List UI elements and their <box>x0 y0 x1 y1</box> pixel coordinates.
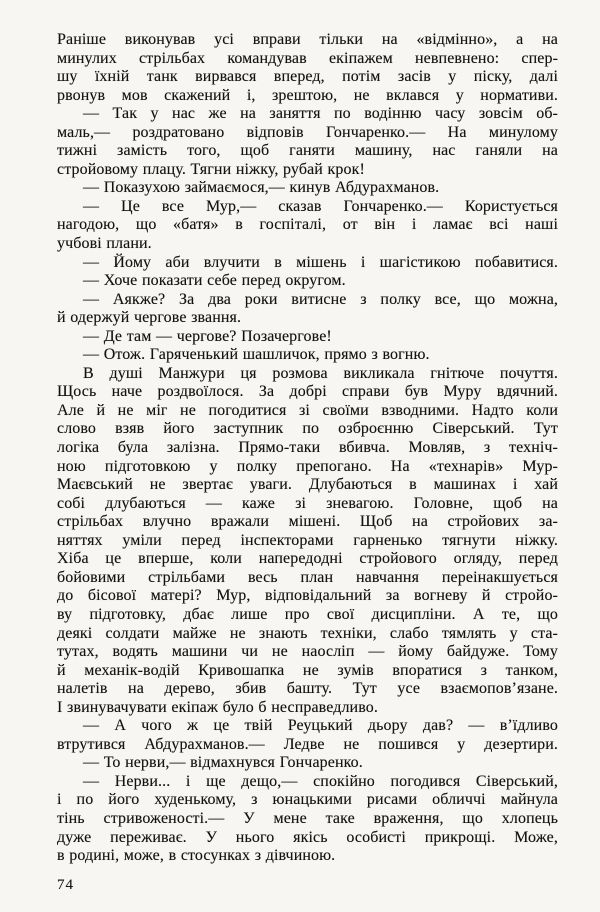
text-line: тінь стривоженості.— У мене таке враження, що хлопець <box>57 809 558 827</box>
page-text <box>57 31 558 866</box>
paragraph <box>57 773 558 866</box>
text-line: І звинувачувати екіпаж було б несправедливо. <box>57 698 378 716</box>
paragraph <box>57 31 558 105</box>
paragraph <box>57 179 558 198</box>
text-line: — Йому аби влучити в мішень і шагістикою побавитися. <box>83 253 558 271</box>
text-line: нагодою, що «батя» в госпіталі, от він і ламає всі наші <box>57 216 558 234</box>
text-line: учбові плани. <box>57 235 152 253</box>
text-line: Хіба це вперше, коли напередодні стройового огляду, перед <box>57 550 558 568</box>
text-line: — Це все Мур,— сказав Гончаренко.— Користується <box>83 197 558 215</box>
paragraph <box>57 754 558 773</box>
paragraph <box>57 291 558 328</box>
text-line: Щось наче роздвоїлося. За добрі справи був Муру вдячний. <box>57 383 558 401</box>
text-line: ною підготовкою у полку препогано. На «технарів» Мур- <box>57 457 558 475</box>
text-line: — Отож. Гаряченький шашличок, прямо з вогню. <box>83 346 430 364</box>
text-line: минулих стрільбах командував екіпажем невпевнено: спер- <box>57 49 558 67</box>
text-line: бойовими стрільбами весь план навчання переінакшується <box>57 568 558 586</box>
text-line: втрутився Абдурахманов.— Ледве не пошився у дезертири. <box>57 735 558 753</box>
paragraph <box>57 105 558 179</box>
text-line: в родині, може, в стосунках з дівчиною. <box>57 847 336 865</box>
text-line: деякі солдати майже не знають техніки, слабо тямлять у ста- <box>57 624 558 642</box>
text-line: слово взяв його заступник по озброєнню Сіверський. Тут <box>57 420 558 438</box>
text-line: логіка була залізна. Прямо-таки вбивча. Мовляв, з техніч- <box>57 439 558 457</box>
text-line: собі длубаються — каже зі зневагою. Головне, щоб на <box>57 494 558 512</box>
text-line: — Так у нас же на заняття по водінню часу зовсім об- <box>83 105 558 123</box>
text-line: маль,— роздратовано відповів Гончаренко.— На минулому <box>57 123 558 141</box>
text-line: тижні замість того, щоб ганяти машину, нас ганяли на <box>57 142 558 160</box>
text-line: Раніше виконував усі вправи тільки на «відмінно», а на <box>57 31 558 48</box>
text-line: — А чого ж це твій Реуцький дьору дав? — в’їдливо <box>83 717 558 735</box>
text-line: Маєвський не звертає уваги. Длубаються в машинах і хай <box>57 476 558 494</box>
paragraph <box>57 198 558 254</box>
text-line: рвонув мов скажений і, зрештою, не вклався у нормативи. <box>57 86 558 104</box>
text-line: й механік-водій Кривошапка не зумів впоратися з танком, <box>57 661 558 679</box>
text-line: і по його худенькому, з юнацькими рисами обличчі майнула <box>57 791 558 809</box>
text-line: — Показухою займаємося,— кинув Абдурахманов. <box>83 179 440 197</box>
paragraph <box>57 254 558 273</box>
paragraph <box>57 365 558 717</box>
text-line: — То нерви,— відмахнувся Гончаренко. <box>83 754 363 772</box>
text-line: налетів на дерево, збив башту. Тут усе взаємопов’язане. <box>57 680 558 698</box>
text-line: — Хоче показати себе перед округом. <box>83 272 346 290</box>
text-line: ву підготовку, дбає лише про свої дисципліни. А те, що <box>57 605 558 623</box>
text-line: Але й не міг не погодитися зі своїми взводними. Надто коли <box>57 401 558 419</box>
text-line: стройовому плацу. Тягни ніжку, рубай крок! <box>57 160 365 178</box>
text-line: дуже переживає. У нього якісь особисті прикрощі. Може, <box>57 828 558 846</box>
text-line: — Нерви... і ще дещо,— спокійно погодився Сіверський, <box>83 772 558 790</box>
text-line: до бісової матері? Мур, відповідальний за вогневу й стройо- <box>57 587 558 605</box>
text-line: — Аякже? За два роки витисне з полку все, що можна, <box>83 290 558 308</box>
page-number: 74 <box>57 876 74 893</box>
text-line: й одержуй чергове звання. <box>57 309 242 327</box>
paragraph <box>57 272 558 291</box>
paragraph <box>57 346 558 365</box>
text-line: няттях уміли перед інспекторами гарненько тягнути ніжку. <box>57 531 558 549</box>
paragraph <box>57 328 558 347</box>
text-line: шу їхній танк вирвався вперед, потім засів у піску, далі <box>57 68 558 86</box>
text-line: В душі Манжури ця розмова викликала гнітюче почуття. <box>83 364 558 382</box>
text-line: стрільбах влучно вражали мішені. Щоб на стройових за- <box>57 513 558 531</box>
text-line: — Де там — чергове? Позачергове! <box>83 327 332 345</box>
text-line: тутах, водять машини чи не наосліп — йому байдуже. Тому <box>57 643 558 661</box>
paragraph <box>57 717 558 754</box>
